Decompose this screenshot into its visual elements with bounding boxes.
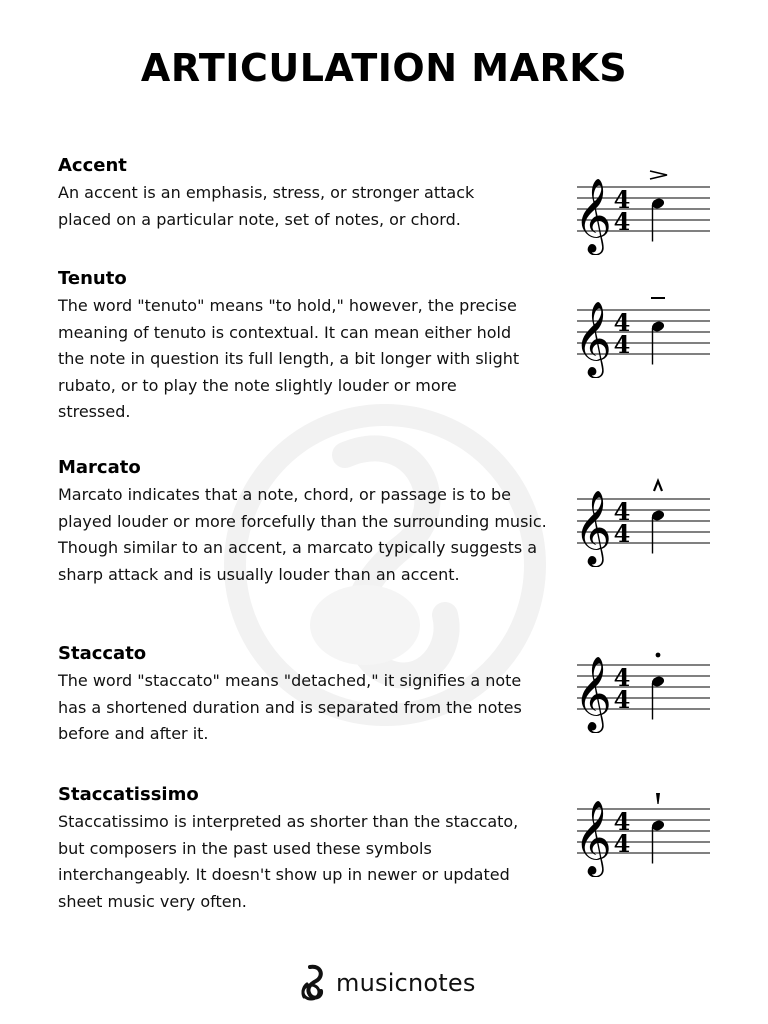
time-signature-bottom: 4 xyxy=(613,685,631,714)
footer-brand: musicnotes xyxy=(336,969,476,997)
treble-clef-icon: 𝄞 xyxy=(574,302,612,376)
treble-clef-icon: 𝄞 xyxy=(574,179,612,253)
treble-clef-icon: 𝄞 xyxy=(574,657,612,731)
musicnotes-logo-icon xyxy=(298,963,328,1003)
section-text: Staccatissimo is interpreted as shorter than the staccato, but composers in the past used these symbols interchangeably. It doesn't show up in newer or updated sheet music very often. xyxy=(58,812,519,911)
staccatissimo-mark-icon xyxy=(656,793,660,804)
page-title: ARTICULATION MARKS xyxy=(140,46,628,90)
section-heading: Staccatissimo xyxy=(58,784,199,805)
time-signature-bottom: 4 xyxy=(613,207,631,236)
section-staccatissimo xyxy=(58,783,558,915)
staccato-mark-icon xyxy=(656,653,661,658)
accent-staff-icon xyxy=(572,165,712,255)
time-signature-top: 4 xyxy=(613,807,631,836)
time-signature-top: 4 xyxy=(613,185,631,214)
treble-clef-icon: 𝄞 xyxy=(574,801,612,875)
time-signature-top: 4 xyxy=(613,663,631,692)
marcato-mark-icon xyxy=(654,481,662,491)
tenuto-staff-icon xyxy=(572,288,712,378)
staccato-staff-icon xyxy=(572,643,712,733)
time-signature-bottom: 4 xyxy=(613,829,631,858)
staccatissimo-staff-icon xyxy=(572,787,712,877)
section-text: Marcato indicates that a note, chord, or passage is to be played louder or more forcefully than the surrounding music. Though similar to an accent, a marcato typically suggests a sharp attack and is usually louder than an accent. xyxy=(58,485,547,584)
section-heading: Accent xyxy=(58,155,127,176)
section-text: The word "tenuto" means "to hold," however, the precise meaning of tenuto is contextual. It can mean either hold the note in question its full length, a bit longer with slight rubato, or to play the note slightly louder or more stressed. xyxy=(58,296,520,421)
section-heading: Staccato xyxy=(58,643,147,664)
treble-clef-icon: 𝄞 xyxy=(574,491,612,565)
time-signature-top: 4 xyxy=(613,308,631,337)
section-heading: Marcato xyxy=(58,457,141,478)
accent-mark-icon xyxy=(650,171,667,179)
section-staccato xyxy=(58,642,558,748)
time-signature-bottom: 4 xyxy=(613,519,631,548)
section-text: An accent is an emphasis, stress, or stronger attack placed on a particular note, set of notes, or chord. xyxy=(58,183,475,229)
section-heading: Tenuto xyxy=(58,268,127,289)
section-marcato xyxy=(58,456,558,588)
section-accent xyxy=(58,154,558,233)
time-signature-bottom: 4 xyxy=(613,330,631,359)
time-signature-top: 4 xyxy=(613,497,631,526)
marcato-staff-icon xyxy=(572,477,712,567)
section-text: The word "staccato" means "detached," it signifies a note has a shortened duration and is separated from the notes before and after it. xyxy=(58,671,522,743)
footer-logo xyxy=(298,963,476,1003)
section-tenuto xyxy=(58,267,558,426)
